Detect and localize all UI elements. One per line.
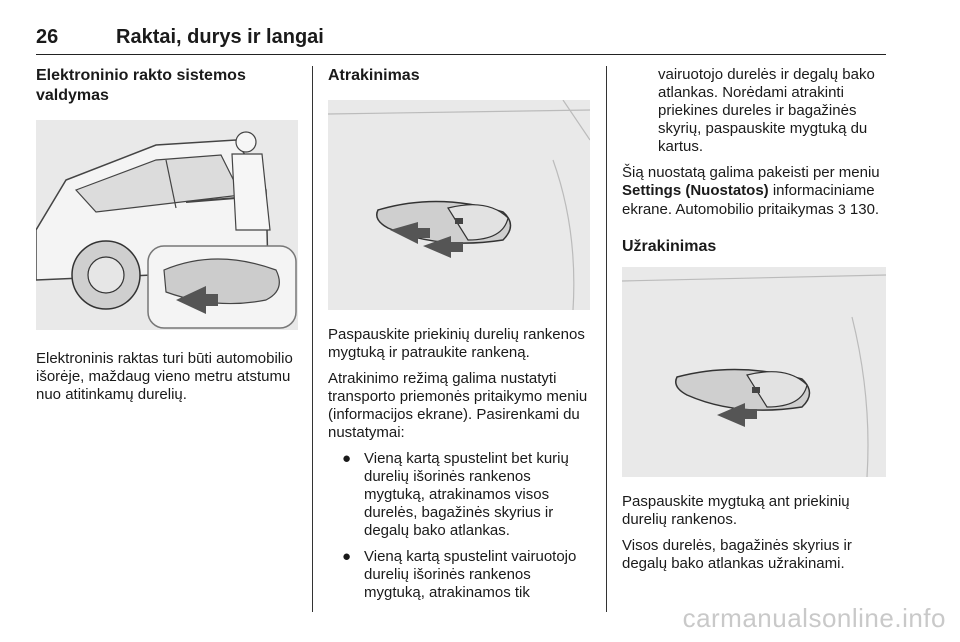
- heading-line: Elektroninio rakto sistemos: [36, 67, 246, 84]
- list-item: [328, 450, 590, 540]
- list-item: [328, 548, 590, 602]
- car-key-illustration: [36, 120, 298, 330]
- section-heading-unlocking: Atrakinimas: [328, 67, 420, 84]
- unlock-mode-text: Atrakinimo režimą galima nustatyti transporto priemonės pritaikymo meniu (informacijos ekrane). Pasirenkami du nustatymai:: [328, 370, 588, 441]
- column-2: [328, 66, 590, 610]
- list-item-text: Vieną kartą spustelint bet kurių durelių išorinės rankenos mygtuką, atrakinamos visos durelės, bagažinės skyrius ir degalų bako atlankas.: [364, 450, 569, 539]
- door-handle-icon: [328, 100, 590, 310]
- page-header: [36, 24, 886, 55]
- door-handle-unlock-illustration: [328, 100, 590, 310]
- key-system-text: Elektroninis raktas turi būti automobilio išorėje, maždaug vieno metru atstumu nuo atitinkamų durelių.: [36, 350, 293, 403]
- section-heading-locking: Užrakinimas: [622, 238, 717, 255]
- car-illustration-icon: [36, 120, 298, 330]
- door-handle-lock-icon: [622, 267, 886, 477]
- page-reference: 130.: [845, 201, 880, 218]
- unlock-instruction: Paspauskite priekinių durelių rankenos mygtuką ir patraukite rankeną.: [328, 326, 585, 361]
- settings-text: [622, 164, 888, 219]
- list-item-text: Vieną kartą spustelint vairuotojo durelių išorinės rankenos mygtuką, atrakinamos tik: [364, 548, 577, 601]
- column-divider: [312, 66, 313, 612]
- settings-menu-name: Settings (Nuostatos): [622, 182, 769, 199]
- settings-text-part: informaciniame ekrane. Automobilio pritaikymas: [622, 182, 875, 218]
- door-handle-lock-illustration: [622, 267, 886, 477]
- list-item-continuation: vairuotojo durelės ir degalų bako atlankas. Norėdami atrakinti priekines dureles ir bagažinės skyrių, paspauskite mygtuką du kartus.: [658, 66, 875, 155]
- bullet-icon: ●: [342, 548, 352, 565]
- settings-text-part: Šią nuostatą galima pakeisti per meniu: [622, 164, 880, 181]
- unlock-options-list: [328, 450, 590, 602]
- page-reference-icon: 3: [837, 201, 846, 217]
- column-1: [36, 66, 298, 412]
- heading-line: valdymas: [36, 87, 109, 104]
- bullet-icon: ●: [342, 450, 352, 467]
- lock-instruction: Paspauskite mygtuką ant priekinių durelių rankenos.: [622, 493, 850, 528]
- section-heading-key-system: [36, 66, 298, 106]
- page-title: Raktai, durys ir langai: [116, 26, 324, 48]
- page-number: 26: [36, 26, 59, 48]
- column-divider: [606, 66, 607, 612]
- lock-result: Visos durelės, bagažinės skyrius ir degalų bako atlankas užrakinami.: [622, 537, 852, 572]
- column-3: [622, 66, 888, 581]
- watermark: carmanualsonline.info: [682, 603, 946, 633]
